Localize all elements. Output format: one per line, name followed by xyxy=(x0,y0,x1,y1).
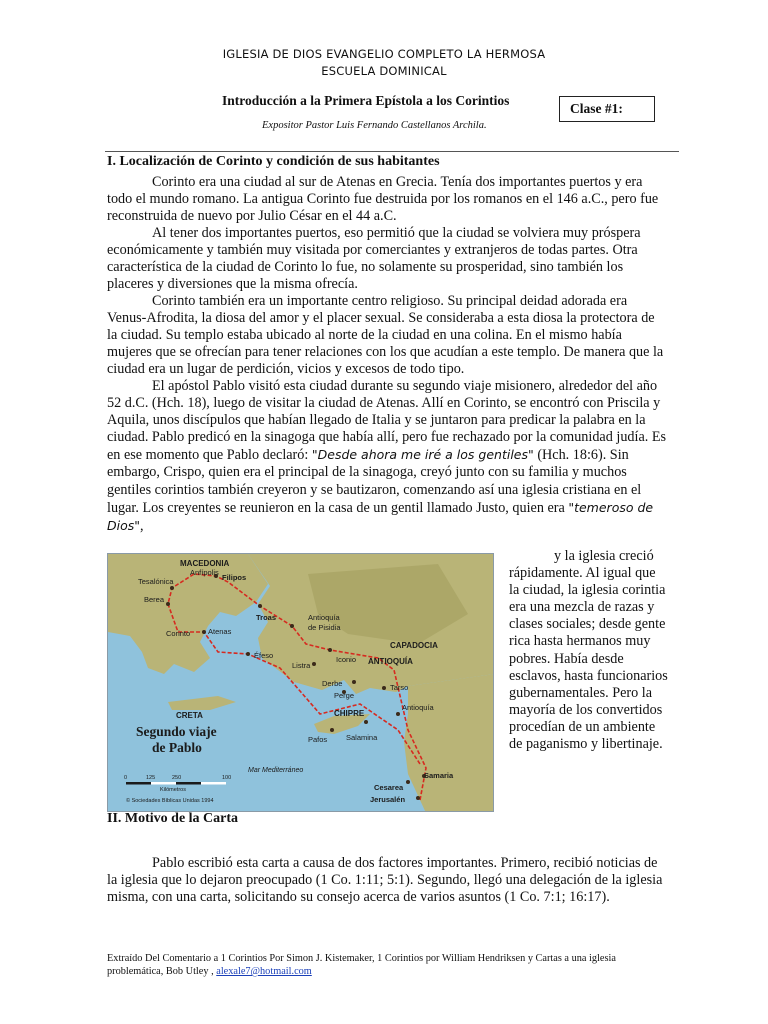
map-label-salamina: Salamina xyxy=(346,733,378,742)
footer-text: Extraído Del Comentario a 1 Corintios Por Simon J. Kistemaker, 1 Corintios por William Hendriksen y Cartas a una iglesia problemática, Bob Utley , xyxy=(107,953,616,977)
map-copyright: © Sociedades Bíblicas Unidas 1994 xyxy=(126,798,214,804)
map-label-chipre: CHIPRE xyxy=(334,709,365,718)
map-label-filipos: Filipos xyxy=(222,573,247,582)
map-city-dot xyxy=(396,712,400,716)
map-city-dot xyxy=(170,586,174,590)
email-link[interactable]: alexale7@hotmail.com xyxy=(216,966,312,977)
section1-paragraph-4 xyxy=(107,378,667,535)
map-city-dot xyxy=(352,680,356,684)
paragraph-4-text-b: (Hch. 18:6). Sin embargo, Crispo, quien era el principal de la sinagoga, creyó junto con su familia y muchos gentiles corintios también creyeron y se bautizaron, comenzando así una iglesia cristiana en el lugar. Los creyentes se reunieron en la casa de un gentil llamado Justo, quien era xyxy=(107,447,642,516)
map-label-macedonia: MACEDONIA xyxy=(180,559,230,568)
map-label-antioquia-pisidia-2: de Pisidia xyxy=(308,623,341,632)
map-city-dot xyxy=(406,780,410,784)
map-label-troas: Troas xyxy=(256,613,277,622)
map-label-pafos: Pafos xyxy=(308,735,328,744)
section1-paragraph-1: Corinto era una ciudad al sur de Atenas en Grecia. Tenía dos importantes puertos y era todo el mundo romano. La antigua Corinto fue destruida por los romanos en el 146 a.C., pero fue reconstruida de nuevo por Julio César en el 44 a.C. xyxy=(107,174,659,225)
map-label-anfipolis: Anfípolis xyxy=(190,568,219,577)
gentiles-quote: "Desde ahora me iré a los gentiles" xyxy=(311,447,534,463)
map-city-dot xyxy=(312,662,316,666)
document-title: Introducción a la Primera Epístola a los Corintios xyxy=(222,93,510,108)
header-divider xyxy=(105,151,679,152)
map-city-dot xyxy=(202,630,206,634)
section1-paragraph-3: Corinto también era un importante centro religioso. Su principal deidad adorada era Venus-Afrodita, la diosa del amor y el placer sexual. Se consideraba a esta diosa la protectora de la ciudad. Su templo estaba ubicado al norte de la ciudad en una colina. En el mismo había mujeres que se ofrecían para tener relaciones con los que acudían a este templo. De manera que la ciudad era un lugar de perdición, vicios y excesos de todo tipo. xyxy=(107,293,664,378)
section2-title: II. Motivo de la Carta xyxy=(107,811,239,826)
map-scale-tick: 125 xyxy=(146,775,156,781)
paragraph-4-text-c: , xyxy=(140,517,144,534)
map-title-line-2: de Pablo xyxy=(152,740,202,755)
map-city-dot xyxy=(246,652,250,656)
footer-citation xyxy=(107,952,667,978)
map-label-tarso: Tarso xyxy=(390,683,409,692)
map-label-iconio: Iconio xyxy=(336,655,357,664)
side-paragraph: y la iglesia creció rápidamente. Al igual que la ciudad, la iglesia corintia era una mezcla de razas y clases sociales; desde gente rica hasta hermanos muy pobres. Había desde esclavos, hasta funcionarios gubernamentales. Pero la mayoría de los convertidos procedían de un ambiente de paganismo y libertinaje. xyxy=(509,548,668,753)
map-label-samaria: Samaria xyxy=(424,771,454,780)
section1-paragraph-2: Al tener dos importantes puertos, eso permitió que la ciudad se volviera muy próspera económicamente y también muy visitada por comerciantes y extranjeros de todas partes. Otra característica de la ciudad de Corinto lo fue, no solamente su prosperidad, sino también los placeres y diversiones que la misma ofrecía. xyxy=(107,225,641,293)
map-city-dot xyxy=(258,604,262,608)
map-label-creta: CRETA xyxy=(176,711,203,720)
map-label-sea: Mar Mediterráneo xyxy=(248,767,304,774)
map-label-jerusalen: Jerusalén xyxy=(370,795,406,804)
expositor-line: Expositor Pastor Luis Fernando Castellanos Archila. xyxy=(262,120,487,131)
map-label-cesarea: Cesarea xyxy=(374,783,404,792)
map-city-dot xyxy=(290,624,294,628)
map-label-antioquia-region: ANTIOQUÍA xyxy=(368,657,413,666)
map-city-dot xyxy=(328,648,332,652)
map-city-dot xyxy=(330,728,334,732)
map-city-dot xyxy=(416,796,420,800)
map-label-efeso: Éfeso xyxy=(254,651,274,660)
map-label-listra: Listra xyxy=(292,661,311,670)
map-title-line-1: Segundo viaje xyxy=(136,724,217,739)
map-land-levant xyxy=(404,674,494,812)
map-scale-tick: 0 xyxy=(124,775,128,781)
paragraph-4-text-a: El apóstol Pablo visitó esta ciudad durante su segundo viaje misionero, alrededor del año 52 d.C. (Hch. 18), luego de visitar la ciudad de Atenas. Allí en Corinto, se encontró con Priscila y Aquila, unos discípulos que habían llegado de Italia y se juntaron para predicar la palabra en la ciudad. Pablo predicó en la sinagoga que había allí, pero fue rechazado por la comunidad judía. Es en ese momento que Pablo declaró: xyxy=(107,378,667,464)
map-label-corinto: Corinto xyxy=(166,629,191,638)
map-label-perge: Perge xyxy=(334,691,355,700)
map-label-tesalonica: Tesalónica xyxy=(138,577,174,586)
map-city-dot xyxy=(382,686,386,690)
class-box: Clase #1: xyxy=(559,96,655,122)
map-label-antioquia-pisidia-1: Antioquía xyxy=(308,613,340,622)
map-scale-tick: 250 xyxy=(172,775,182,781)
map-label-capadocia: CAPADOCIA xyxy=(390,641,438,650)
map-scale-unit: Kilómetros xyxy=(160,787,186,793)
map-segundo-viaje xyxy=(107,553,494,812)
map-city-dot xyxy=(166,602,170,606)
section2-paragraph-1: Pablo escribió esta carta a causa de dos factores importantes. Primero, recibió noticias de la iglesia que lo dejaron preocupado (1 Co. 1:11; 5:1). Segundo, llegó una delegación de la iglesia misma, con una carta, solicitando su consejo acerca de varios asuntos (1 Co. 7:1; 16:17). xyxy=(107,855,663,906)
map-label-antioquia: Antioquía xyxy=(402,703,434,712)
map-city-dot xyxy=(364,720,368,724)
map-scale-tick: 100 xyxy=(222,775,232,781)
section1-title: I. Localización de Corinto y condición de sus habitantes xyxy=(107,154,440,169)
map-label-derbe: Derbe xyxy=(322,679,343,688)
temeroso-quote: "temeroso de Dios" xyxy=(107,499,654,533)
school-name: ESCUELA DOMINICAL xyxy=(321,64,447,78)
map-label-atenas: Atenas xyxy=(208,627,232,636)
map-label-berea: Berea xyxy=(144,595,165,604)
church-name: IGLESIA DE DIOS EVANGELIO COMPLETO LA HERMOSA xyxy=(222,47,546,61)
